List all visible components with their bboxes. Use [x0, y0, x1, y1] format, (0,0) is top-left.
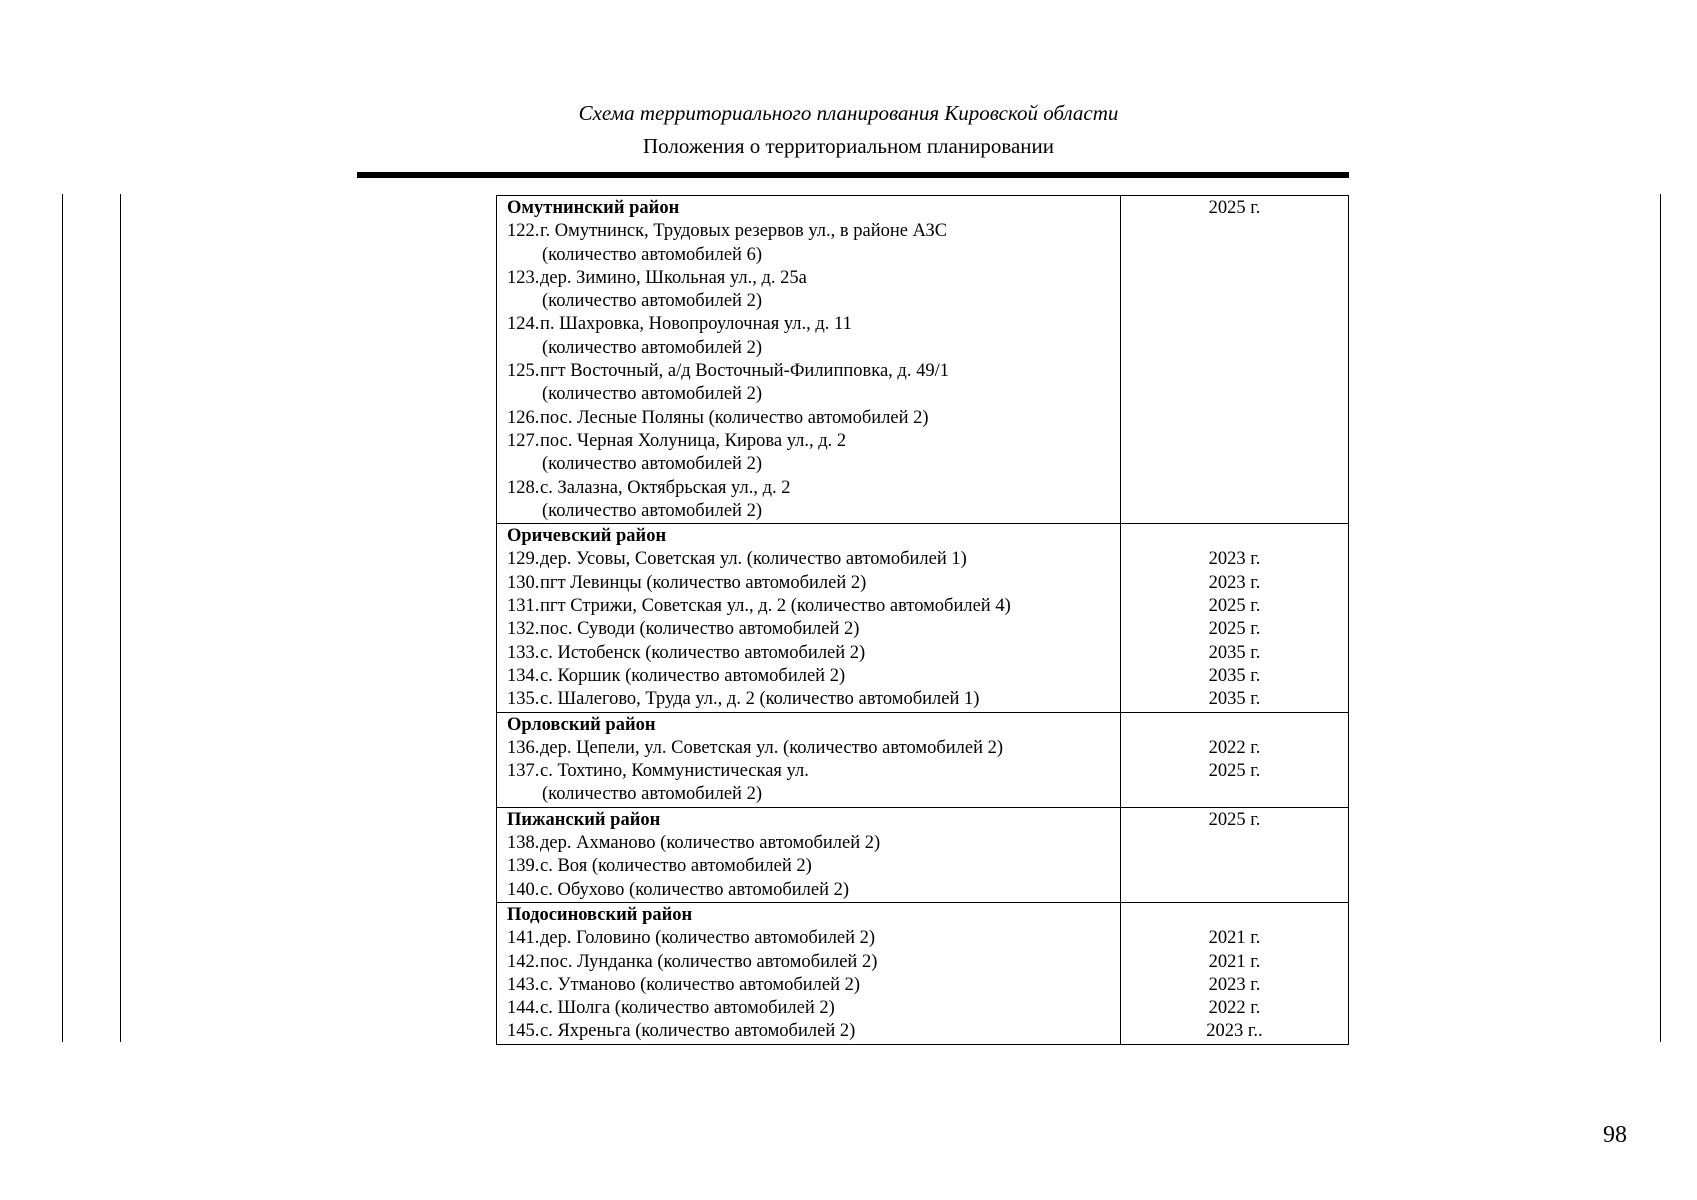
year-value: 2025 г. [1208, 761, 1261, 782]
year-value: 2035 г. [1208, 689, 1261, 710]
item-text: с. Шолга (количество автомобилей 2) [540, 998, 835, 1019]
item-text: с. Обухово (количество автомобилей 2) [540, 879, 850, 900]
item-number: 125. [507, 361, 540, 382]
list-item [507, 642, 1120, 665]
item-text: дер. Головино (количество автомобилей 2) [540, 928, 876, 949]
list-item [507, 665, 1120, 688]
item-number: 132. [507, 619, 540, 640]
item-number: 131. [507, 596, 540, 617]
item-number: 126. [507, 407, 540, 428]
year-value: 2021 г. [1208, 928, 1261, 949]
list-item [507, 879, 1120, 902]
list-item [507, 1020, 1120, 1043]
list-item [507, 548, 1120, 571]
year-value [1121, 525, 1348, 548]
year-value: 2022 г. [1208, 737, 1261, 758]
year-value: 2023 г.. [1206, 1021, 1263, 1042]
year-value: 2025 г. [1208, 619, 1261, 640]
district-row [497, 712, 1349, 807]
list-item [507, 974, 1120, 997]
document-subtitle: Положения о территориальном планировании [642, 134, 1055, 158]
item-text: с. Воя (количество автомобилей 2) [540, 856, 812, 877]
item-text-continuation: (количество автомобилей 6) [542, 244, 762, 265]
facilities-table [496, 195, 1349, 1045]
item-text: с. Яхреньга (количество автомобилей 2) [540, 1021, 856, 1042]
item-text: с. Шалегово, Труда ул., д. 2 (количество автомобилей 1) [540, 689, 980, 710]
item-text: пгт Стрижи, Советская ул., д. 2 (количество автомобилей 4) [540, 596, 1011, 617]
item-number: 124. [507, 314, 540, 335]
page-number: 98 [1603, 1122, 1627, 1148]
item-number: 130. [507, 572, 540, 593]
item-text-continuation: (количество автомобилей 2) [542, 291, 762, 312]
list-item [507, 855, 1120, 878]
item-text: пос. Лесные Поляны (количество автомобилей 2) [540, 407, 929, 428]
district-name: Подосиновский район [507, 904, 693, 925]
list-item [507, 430, 1120, 453]
item-number: 142. [507, 951, 540, 972]
list-item [507, 832, 1120, 855]
item-text: п. Шахровка, Новопроулочная ул., д. 11 [540, 314, 852, 335]
list-item [507, 997, 1120, 1020]
list-item [507, 951, 1120, 974]
item-number: 139. [507, 856, 540, 877]
item-number: 133. [507, 642, 540, 663]
year-value: 2023 г. [1208, 572, 1261, 593]
list-item [507, 737, 1120, 760]
list-item [507, 688, 1120, 711]
district-name: Пижанский район [507, 809, 661, 830]
list-item [507, 220, 1120, 243]
document-title: Схема территориального планирования Кировской области [578, 101, 1119, 125]
item-number: 140. [507, 879, 540, 900]
district-entries-cell [497, 196, 1121, 524]
item-number: 145. [507, 1021, 540, 1042]
district-name: Орловский район [507, 714, 656, 735]
district-years-cell [1121, 524, 1349, 712]
list-item [507, 618, 1120, 641]
year-value: 2022 г. [1208, 998, 1261, 1019]
item-number: 136. [507, 737, 540, 758]
item-text: дер. Усовы, Советская ул. (количество автомобилей 1) [540, 549, 967, 570]
item-text: с. Истобенск (количество автомобилей 2) [540, 642, 866, 663]
item-number: 128. [507, 477, 540, 498]
district-name: Оричевский район [507, 526, 667, 547]
list-item [507, 360, 1120, 383]
item-number: 129. [507, 549, 540, 570]
year-value: 2023 г. [1208, 974, 1261, 995]
item-text-continuation: (количество автомобилей 2) [542, 384, 762, 405]
district-row [497, 196, 1349, 524]
item-text: с. Коршик (количество автомобилей 2) [540, 665, 846, 686]
item-text: дер. Ахманово (количество автомобилей 2) [540, 833, 881, 854]
item-number: 137. [507, 761, 540, 782]
item-number: 122. [507, 221, 540, 242]
margin-line-left-outer [62, 194, 63, 1042]
year-value: 2021 г. [1208, 951, 1261, 972]
item-text: пос. Лунданка (количество автомобилей 2) [540, 951, 878, 972]
list-item [507, 267, 1120, 290]
item-text: дер. Зимино, Школьная ул., д. 25а [540, 267, 807, 288]
item-text: пос. Суводи (количество автомобилей 2) [540, 619, 860, 640]
item-text: с. Тохтино, Коммунистическая ул. [540, 761, 809, 782]
list-item [507, 572, 1120, 595]
list-item [507, 927, 1120, 950]
list-item [507, 313, 1120, 336]
year-value: 2025 г. [1208, 809, 1261, 830]
district-row [497, 807, 1349, 902]
item-text-continuation: (количество автомобилей 2) [542, 337, 762, 358]
list-item [507, 760, 1120, 783]
item-number: 127. [507, 430, 540, 451]
margin-line-right [1660, 194, 1661, 1042]
item-text: г. Омутнинск, Трудовых резервов ул., в районе АЗС [540, 221, 948, 242]
year-value [1121, 714, 1348, 737]
year-value: 2035 г. [1208, 665, 1261, 686]
item-text: пос. Черная Холуница, Кирова ул., д. 2 [540, 430, 847, 451]
list-item [507, 477, 1120, 500]
item-number: 135. [507, 689, 540, 710]
item-number: 141. [507, 928, 540, 949]
item-text-continuation: (количество автомобилей 2) [542, 784, 762, 805]
year-value: 2025 г. [1208, 198, 1261, 218]
district-years-cell [1121, 196, 1349, 524]
district-entries-cell [497, 902, 1121, 1044]
district-years-cell [1121, 712, 1349, 807]
item-number: 144. [507, 998, 540, 1019]
district-years-cell [1121, 902, 1349, 1044]
item-text: дер. Цепели, ул. Советская ул. (количество автомобилей 2) [540, 737, 1004, 758]
margin-line-left-inner [120, 194, 121, 1042]
item-number: 138. [507, 833, 540, 854]
district-name: Омутнинский район [507, 198, 680, 218]
item-number: 143. [507, 974, 540, 995]
district-years-cell [1121, 807, 1349, 902]
year-value: 2025 г. [1208, 596, 1261, 617]
year-value [1121, 904, 1348, 927]
district-entries-cell [497, 524, 1121, 712]
year-value: 2023 г. [1208, 549, 1261, 570]
item-number: 123. [507, 267, 540, 288]
district-row [497, 524, 1349, 712]
item-text: пгт Восточный, а/д Восточный-Филипповка, д. 49/1 [540, 361, 949, 382]
item-text-continuation: (количество автомобилей 2) [542, 500, 762, 521]
item-text: с. Утманово (количество автомобилей 2) [540, 974, 861, 995]
list-item [507, 595, 1120, 618]
item-text-continuation: (количество автомобилей 2) [542, 454, 762, 475]
district-entries-cell [497, 807, 1121, 902]
item-number: 134. [507, 665, 540, 686]
header-rule [357, 172, 1349, 178]
district-row [497, 902, 1349, 1044]
district-entries-cell [497, 712, 1121, 807]
list-item [507, 407, 1120, 430]
item-text: пгт Левинцы (количество автомобилей 2) [540, 572, 867, 593]
item-text: с. Залазна, Октябрьская ул., д. 2 [540, 477, 791, 498]
year-value: 2035 г. [1208, 642, 1261, 663]
